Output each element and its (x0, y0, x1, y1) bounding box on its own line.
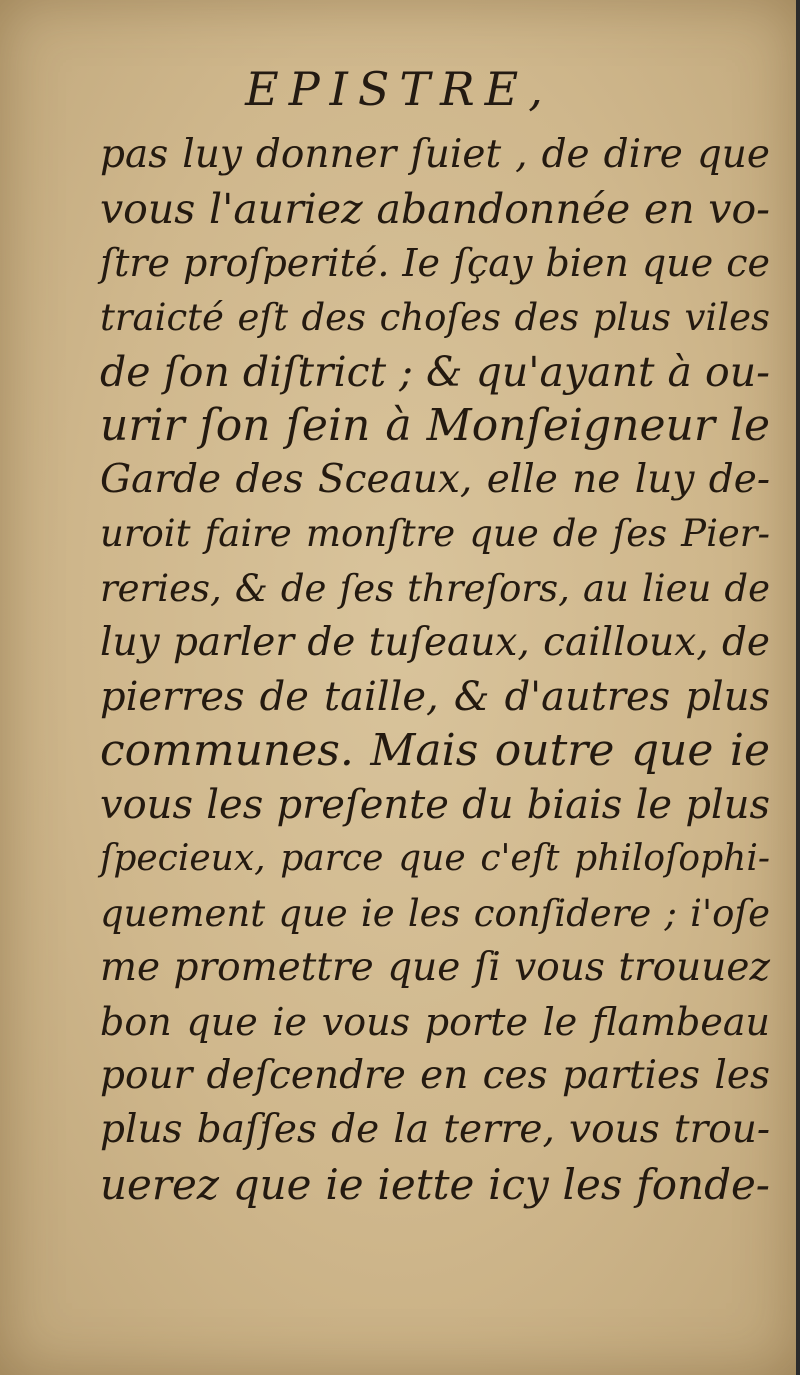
text-line: me promettre que ſi vous trouuez (100, 944, 770, 990)
text-line: urir ſon ſein à Monſeigneur le (100, 399, 770, 451)
text-line: luy parler de tuſeaux, cailloux, de (100, 619, 770, 665)
page-edge (796, 0, 800, 1375)
body-text (100, 128, 770, 1212)
text-line: uerez que ie iette icy les fonde- (100, 1159, 770, 1209)
text-line: bon que ie vous porte le flambeau (100, 1000, 770, 1044)
text-line: plus baſſes de la terre, vous trou- (100, 1107, 770, 1153)
text-line: reries, & de ſes threſors, au lieu de (100, 566, 770, 610)
text-line: vous les preſente du biais le plus (100, 782, 770, 829)
text-line: Garde des Sceaux, elle ne luy de- (100, 457, 770, 503)
running-head: EPISTRE, (245, 62, 553, 116)
text-line: vous l'auriez abandonnée en vo- (100, 185, 770, 234)
text-line: ſpecieux, parce que c'eſt philoſophi- (100, 838, 770, 880)
text-line: traicté eſt des choſes des plus viles (100, 295, 770, 339)
text-line: pierres de taille, & d'autres plus (100, 673, 770, 720)
text-line: communes. Mais outre que ie (100, 725, 770, 777)
text-line: pour deſcendre en ces parties les (100, 1053, 770, 1099)
text-line: uroit faire monſtre que de ſes Pier- (100, 512, 770, 556)
text-line: quement que ie les conſidere ; i'oſe (100, 891, 770, 935)
text-line: de ſon diſtrict ; & qu'ayant à ou- (100, 347, 770, 396)
text-line: pas luy donner ſuiet , de dire que (100, 132, 770, 177)
text-line: ſtre proſperité. Ie ſçay bien que ce (100, 241, 770, 286)
